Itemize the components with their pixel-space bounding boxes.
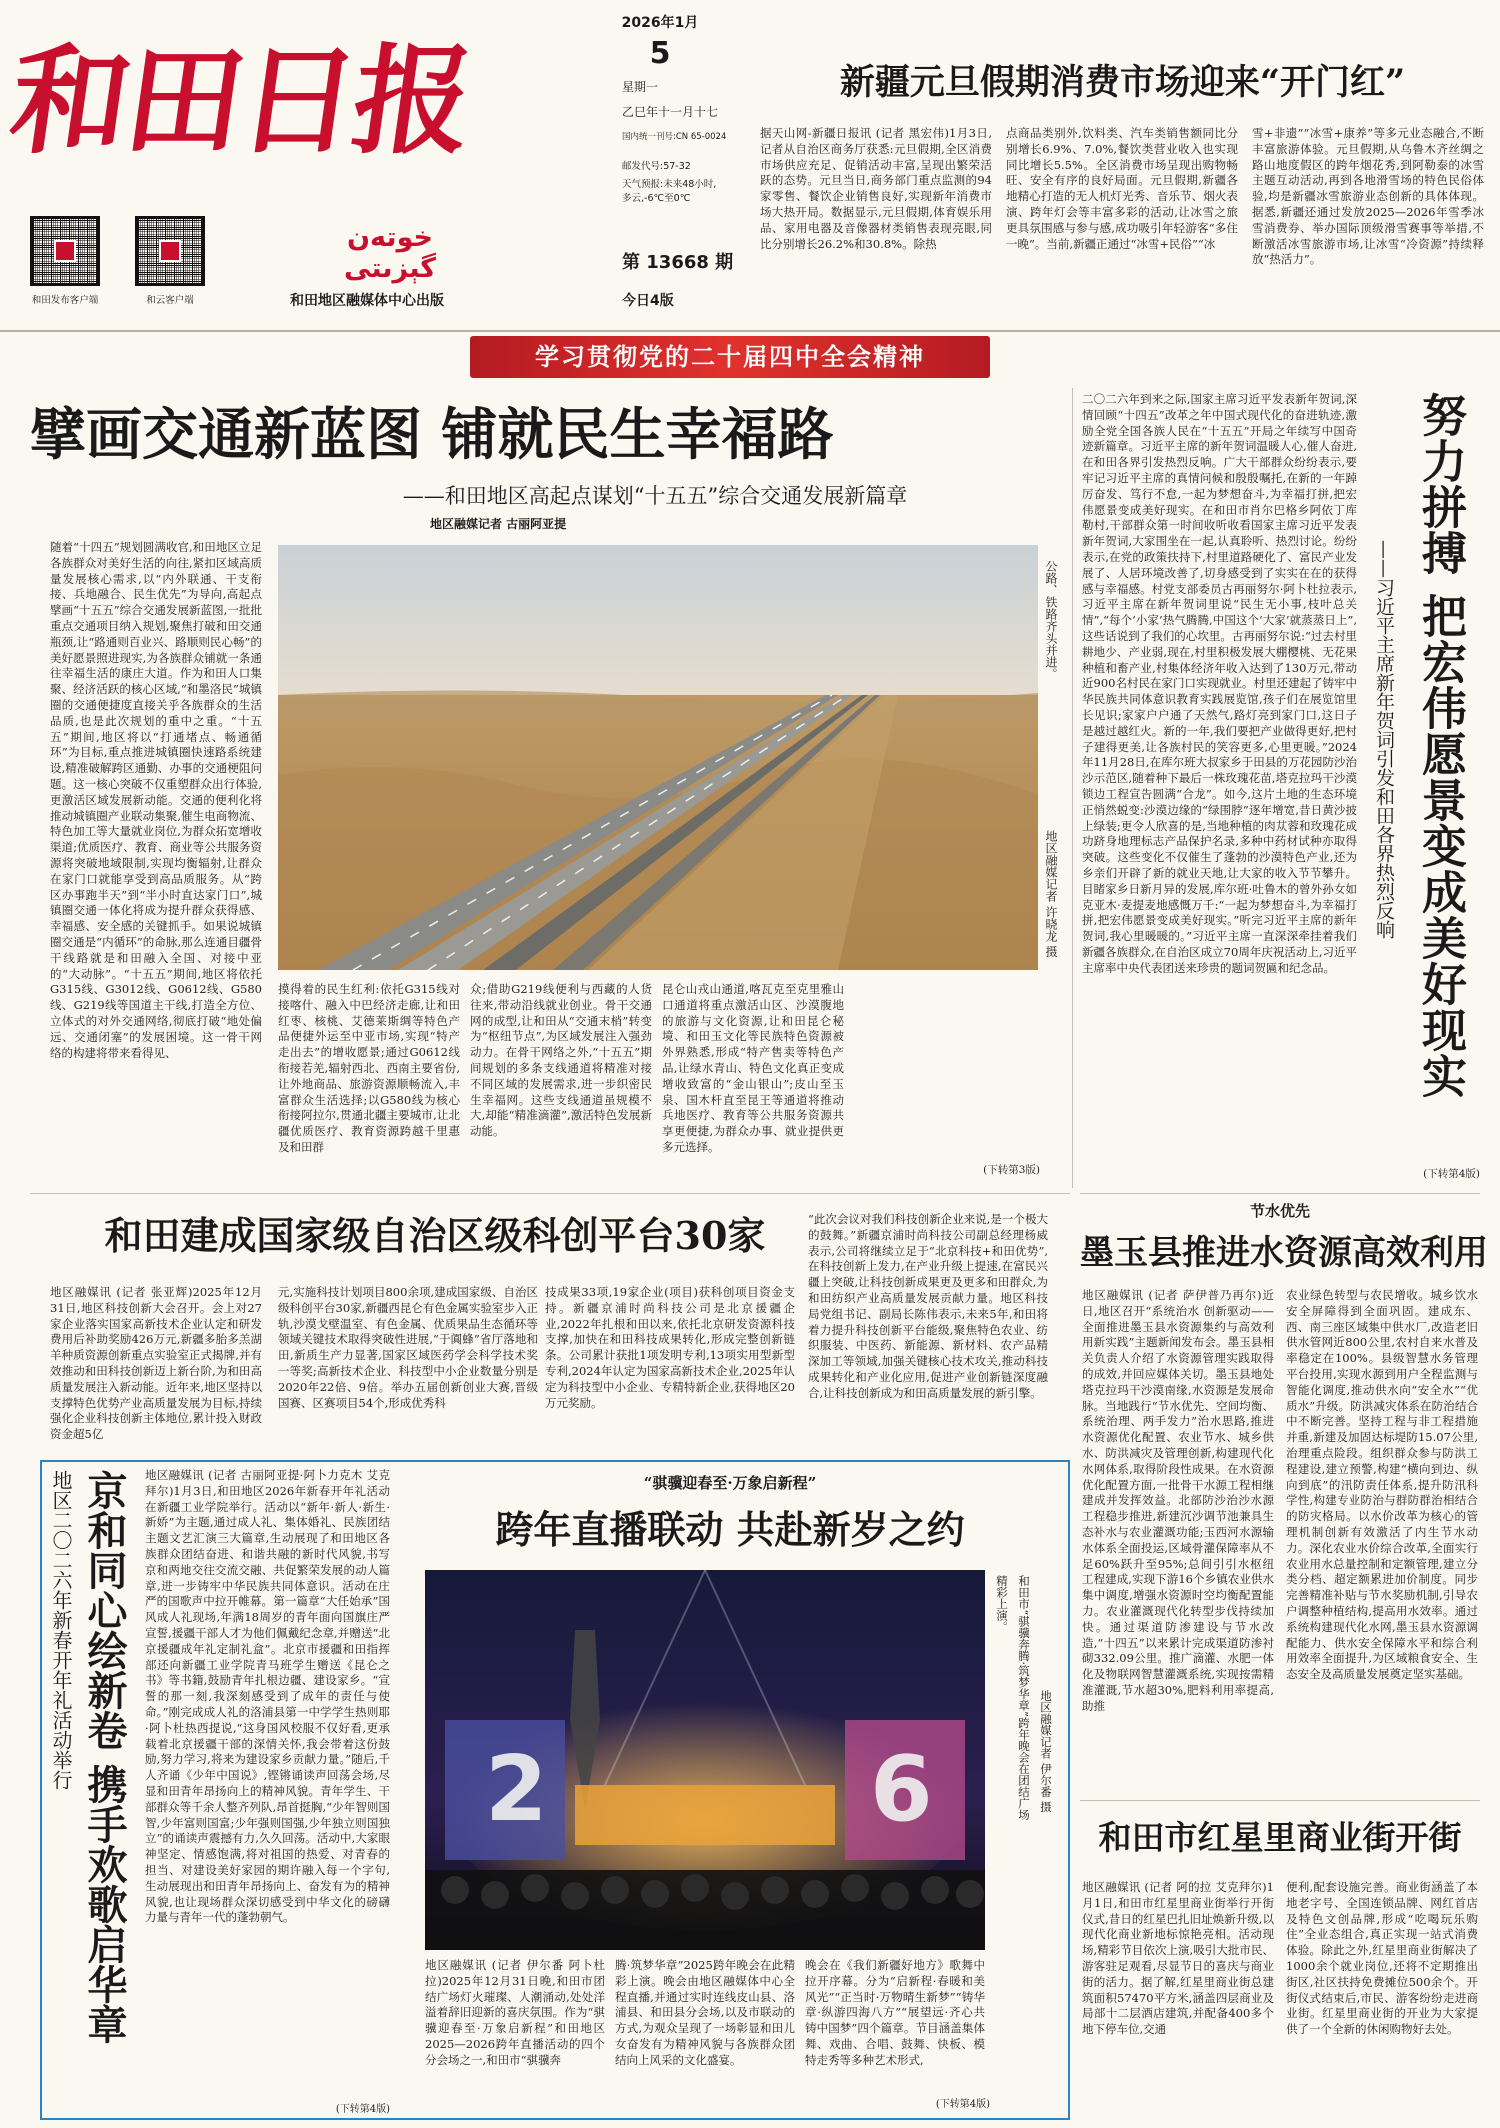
live-col1: 地区融媒讯 (记者 伊尔番 阿卜杜拉)2025年12月31日晚,和田市团结广场灯火璀璨、人潮涌动,处处洋溢着辞旧迎新的喜庆氛围。作为“骐骥迎春至·万象启新程”和田地区2025—2026跨年直播活动的四个分会场之一,和田市“骐骥奔 — [425, 1958, 605, 2067]
lead-photo-caption: 公路、铁路齐头并进。 — [1044, 560, 1058, 680]
date-year-month: 2026年1月 — [621, 15, 699, 31]
stage-concert-photo — [425, 1570, 985, 1950]
festival-vertical-title[interactable]: 京和同心绘新卷 携手欢歌启华章 — [81, 1470, 128, 2044]
water-story-kicker: 节水优先 — [1249, 1202, 1310, 1220]
lead-photo-credit: 地区融媒记者 许晓龙 摄 — [1044, 830, 1058, 958]
date-weekday: 星期一 — [622, 80, 659, 94]
lead-story-byline: 地区融媒记者 古丽阿亚提 — [430, 517, 567, 531]
live-col3: 晚会在《我们新疆好地方》歌舞中拉开序幕。分为“启新程·春暖和美风光”“正当时·万物晴生新梦”“铸华章·纵游四海八方”“展望远·齐心共铸中国梦”四个篇章。节目涵盖集体舞、戏曲、合唱、鼓舞、快板、模特走秀等多种艺术形式, — [805, 1958, 985, 2067]
live-photo-credit: 地区融媒记者 伊尔番 摄 — [1039, 1690, 1053, 1813]
lead-story-left-col: 随着“十四五”规划圆满收官,和田地区立足各族群众对美好生活的向往,紧扣区域高质量发展核心需求,以“内外联通、干支衔接、兵地融合、民生优先”为导向,高起点擘画“十五五”综合交通发展新蓝图,一批批重点交通项目纳入规划,聚焦打破和田交通瓶颈,让“路通则百业兴、路顺则民心畅”的美好愿景照进现实,为各族群众铺就一条通往幸福生活的康庄大道。作为和田人口集聚、经济活跃的核心区域,“和墨洛民”城镇圈的交通便捷度直接关乎各族群众的生活品质,也是此次规划的重中之重。“十五五”期间,地区将以“打通堵点、畅通循环”为目标,重点推进城镇圈快速路系统建设,精准破解跨区通勤、办事的交通梗阻问题。这一核心突破不仅重塑群众出行体验,更激活区域发展新动能。交通的便利化将推动城镇圈产业联动集聚,催生电商物流、特色加工等大量就业岗位,为群众拓宽增收渠道;优质医疗、教育、商业等公共服务资源将突破地域限制,实现均衡辐射,让群众在家门口就能享受到高品质服务。从“跨区办事跑半天”到“半小时直达家门口”,城镇圈交通一体化将成为提升群众获得感、幸福感、安全感的关键抓手。如果说城镇圈交通是“内循环”的命脉,那么连通目疆骨干线路就是和田融入全国、对接中亚的“大动脉”。“十五五”期间,地区将依托G315线、G3012线、G0612线、G580线、G219线等国道主干线,打造全方位、立体式的对外交通网络,彻底打破“地处偏远、交通闭塞”的发展困境。这一骨干网络的构建将带来看得见、 — [50, 540, 262, 1060]
right-story-title[interactable]: 努力拼搏 把宏伟愿景变成美好现实 — [1414, 392, 1467, 1099]
weather: 天气预报:未来48小时,多云,-6℃至0℃ — [622, 179, 717, 204]
qr-label-fabu: 和田发布客户端 — [31, 295, 99, 306]
issue-number: 第 13668 期 — [622, 252, 734, 273]
live-photo-caption: 精彩上演。 — [995, 1575, 1009, 1633]
date-day: 5 — [649, 36, 671, 71]
section-banner — [470, 336, 990, 378]
live-story-title[interactable]: 跨年直播联动 共赴新岁之约 — [495, 1507, 965, 1552]
live-cont: (下转第4版) — [935, 2099, 990, 2110]
top-story-col2: 点商品类别外,饮料类、汽车类销售额同比分别增长6.9%、7.0%,餐饮类营业收入也实现同比增长5.5%。全区消费市场呈现出购物畅旺、安全有序的良好局面。元旦假期,新疆各地精心打造的无人机灯光秀、音乐节、烟火表演、跨年灯会等丰富多彩的活动,让冰雪之旅更具氛围感与参与感,成功吸引年轻游客“多住一晚”。当前,新疆正通过“冰雪+民俗”“冰 — [1006, 126, 1238, 251]
street-story-title[interactable]: 和田市红星里商业街开街 — [1098, 1818, 1462, 1857]
date-lunar: 乙巳年十一月十七 — [622, 105, 719, 119]
qr-label-heyun: 和云客户端 — [146, 295, 194, 306]
page-count: 今日4版 — [622, 293, 674, 309]
water-story-col1: 地区融媒讯 (记者 萨伊普乃再尔)近日,地区召开“系统治水 创新驱动——全面推进墨玉县水资源集约与高效利用新实践”主题新闻发布会。墨玉县相关负责人介绍了水资源管理实践取得的成效,并回应媒体关切。墨玉县地处塔克拉玛干沙漠南缘,水资源是发展命脉。当地践行“节水优先、空间均衡、系统治理、两手发力”治水思路,推进水资源优化配置、农业节水、城乡供水、防洪减灾及管理创新,构建现代化水网体系,取得阶段性成果。在水资源优化配置方面,一批骨干水源工程相继建成并发挥效益。北部防沙治沙水源工程稳步推进,新建沉沙调节池兼具生态补水与农业灌溉功能;玉西河水源输水体系全面投运,区域骨灌保障率从不足60%跃升至95%;总间引引水枢纽工程建成,实现下游16个乡镇农业供水集中调度,增强水资源时空均衡配置能力。农业灌溉现代化转型步伐持续加快。通过渠道防渗建设与节水改造,“十四五”以来累计完成渠道防渗衬砌332.09公里。推广滴灌、水肥一体化及物联网智慧灌溉系统,实现按需精准灌溉,节水超30%,肥料利用率提高,助推 — [1082, 1288, 1274, 1713]
right-story-subtitle: ——习近平主席新年贺词引发和田各界热烈反响 — [1373, 540, 1395, 939]
right-story-cont: (下转第4版) — [1423, 1168, 1480, 1180]
lead-story-col4: 昆仑山戎山通道,喀瓦克至克里雅山口通道将重点激活山区、沙漠腹地的旅游与文化资源,让和田昆仑秘境、和田玉文化等民族特色资源被外界熟悉,形成“特产售卖等特色产品,让绿水青山、特色文化真正变成增收致富的“金山银山”;皮山至玉泉、国木杆直至昆王等通道将推动兵地医疗、教育等公共服务资源共享更便捷,为群众办事、就业提供更多元选择。 — [662, 982, 844, 1154]
top-story — [760, 50, 1485, 330]
top-story-col3: 雪+非遗”“冰雪+康养”等多元业态融合,不断丰富旅游体验。元旦假期,从乌鲁木齐丝绸之路山地度假区的跨年烟花秀,到阿勒泰的冰雪主题互动活动,再到各地滑雪场的特色民俗体验,均是新疆冰雪旅游业态创新的具体体现。据悉,新疆还通过发放2025—2026年雪季冰雪消费券、举办国际顶级滑雪赛事等举措,不断激活冰雪旅游市场,让冰雪“冷资源”持续释放“热活力”。 — [1252, 126, 1484, 267]
postal-code: 邮发代号:57-32 — [622, 161, 691, 172]
right-story-body: 二〇二六年到来之际,国家主席习近平发表新年贺词,深情回顾“十四五”改革之年中国式现代化的奋进轨迹,激励全党全国各族人民在“十五五”开局之年续写中国奇迹新篇章。习近平主席的新年贺词温暖人心,催人奋进,在和田各界引发热烈反响。广大干部群众纷纷表示,要牢记习近平主席的真情问候和殷殷嘱托,在新的一年踔厉奋发、笃行不怠,一起为梦想奋斗,为幸福打拼,把宏伟愿景变成美好现实。在和田市肖尔巴格乡阿依丁库勒村,干部群众第一时间收听收看国家主席习近平发表新年贺词,大家围坐在一起,认真聆听、热烈讨论。纷纷表示,在党的政策扶持下,村里道路硬化了、富民产业发展了、人居环境改善了,切身感受到了实实在在的获得感与幸福感。村党支部委员古再丽努尔·阿卜杜拉表示,习近平主席在新年贺词里说“民生无小事,枝叶总关情”,“每个‘小家’热气腾腾,中国这个‘大家’就蒸蒸日上”,这些话说到了我们的心坎里。古再丽努尔说:“过去村里耕地少、产业弱,现在,村里积极发展大棚樱桃、无花果种植和畜产业,村集体经济年收入达到了130万元,带动近900名村民在家门口实现就业。村里还建起了铸牢中华民族共同体意识教育实践展览馆,孩子们在展览馆里长见识;家家户户通了天然气,路灯亮到家门口,这日子是越过越红火。新的一年,我们要把产业做得更好,把村子建得更美,让各族村民的笑容更多,心里更暖。”2024年11月28日,在库尔班大叔家乡于田县的万花园防沙治沙示范区,随着种下最后一株玫瑰花苗,塔克拉玛干沙漠锁边工程宣告圆满“合龙”。如今,这片土地的生态环境正悄然蜕变:沙漠边缘的“绿围脖”逐年增宽,昔日黄沙披上绿装;更令人欣喜的是,当地种植的肉苁蓉和玫瑰花成功跻身地理标志产品保护名录,多种中药材试种亦取得突破。这些变化不仅催生了蓬勃的沙漠特色产业,还为乡亲们开辟了新的就业天地,让大家的收入节节攀升。目睹家乡日新月异的发展,库尔班·吐鲁木的曾外孙女如克亚木·麦提麦地感慨万千:“一起为梦想奋斗,为幸福打拼,把宏伟愿景变成美好现实。”听完习近平主席的新年贺词,我心里暖暖的。”习近平主席一直深深牵挂着我们新疆各族群众,在自治区成立70周年庆祝活动上,习近平主席率中央代表团送来珍贵的题词贺匾和纪念品。 — [1082, 392, 1357, 975]
masthead-logo: 和田日报 — [2, 31, 478, 170]
science-story-col2: 元,实施科技计划项目800余项,建成国家级、自治区级科创平台30家,新疆西昆仑有色金属实验室步入正轨,沙漠戈壁温室、有色金属、优质果品生态循环等领域关键技术取得突破性进展,“于阗蜂”省厅落地和田,新质生产力显著,国家区域医药学会科学技术奖一等奖;高新技术企业、科技型中小企业数量分别是2020年22倍、9倍。举办五届创新创业大赛,晋级国赛、区赛项目54个,形成优秀科 — [278, 1285, 538, 1410]
section-banner-text: 学习贯彻党的二十届四中全会精神 — [535, 342, 925, 371]
water-story-title[interactable]: 墨玉县推进水资源高效利用 — [1080, 1233, 1488, 1273]
live-col2: 腾·筑梦华章”2025跨年晚会在此精彩上演。晚会由地区融媒体中心全程直播,并通过实时连线皮山县、洛浦县、和田县分会场,以及市联动的方式,为观众呈现了一场彰显和田儿女奋发有为精神风貌与各族群众团结向上风采的文化盛宴。 — [615, 1958, 795, 2067]
lead-photo — [278, 545, 1038, 970]
festival-vertical-subtitle: 地区二〇二六年新春开年礼活动举行 — [49, 1470, 73, 1790]
science-story-title[interactable]: 和田建成国家级自治区级科创平台30家 — [104, 1213, 766, 1258]
top-story-title[interactable]: 新疆元旦假期消费市场迎来“开门红” — [839, 62, 1406, 103]
top-story-col1: 据天山网-新疆日报讯 (记者 黑宏伟)1月3日,记者从自治区商务厅获悉:元旦假期,全区消费市场供应充足、促销活动丰富,呈现出繁荣活跃的态势。元旦当日,商务部门重点监测的94家零售、餐饮企业销售良好,实现新年消费市场大热开局。数据显示,元旦假期,体育娱乐用品、家用电器及音像器材类销售表现亮眼,同比分别增长26.2%和30.8%。除热 — [760, 126, 992, 251]
science-story-col4: “此次会议对我们科技创新企业来说,是一个极大的鼓舞。”新疆京浦时尚科技公司副总经理杨威表示,公司将继续立足于“北京科技+和田优势”,在科技创新上发力,在产业升级上提速,在富民兴疆上突破,让科技创新成果更及更多和田群众,为和田纺织产业高质量发展贡献力量。地区科技局党组书记、副局长陈伟表示,未来5年,和田将着力提升科技创新平台能级,聚焦特色农业、纺织服装、中医药、新能源、新材料、农产品精深加工等领域,加强关键核心技术攻关,推动科技成果转化和产业化应用,促进产业创新链深度融合,让科技创新成为和田高质量发展的新引擎。 — [808, 1212, 1048, 1400]
live-photo — [425, 1570, 985, 1950]
lead-story-col2: 摸得着的民生红利:依托G315线对接喀什、融入中巴经济走廊,让和田红枣、核桃、艾德莱斯绸等特色产品便捷外运至中亚市场,实现“特产走出去”的增收愿景;通过G0612线衔接若羌,辐射西北、西南主要省份,让外地商品、旅游资源顺畅流入,丰富群众生活选择;以G580线为核心衔接阿拉尔,贯通北疆主要城市,让北疆优质医疗、教育资源跨越千里惠及和田群 — [278, 982, 460, 1154]
svg-text:2: 2 — [485, 1737, 548, 1842]
water-story-col2: 农业绿色转型与农民增收。城乡饮水安全屏障得到全面巩固。建成东、西、南三座区域集中供水厂,改造老旧供水管网近800公里,农村自来水普及率稳定在100%。县级智慧水务管理平台投用,实现水源到用户全程监测与智能化调度,推动供水向“安全水”“优质水”升级。防洪减灾体系在防治结合中不断完善。坚持工程与非工程措施并重,新建及加固达标堤防15.07公里,治理重点险段。组织群众参与防洪工程建设,建立预警,构建“横向到边、纵向到底”的汛防责任体系,提升防汛科学性,构建专业防治与群防群治相结合的防灾格局。以水价改革为核心的管理机制创新有效激活了内生节水动力。深化农业水价综合改革,全面实行农业用水总量控制和定额管理,建立分类分档、超定额累进加价制度。同步完善精准补贴与节水奖励机制,引导农户调整种植结构,提高用水效率。通过系统构建现代化水网,墨玉县水资源调配能力、供水安全保障水平和综合利用效率全面提升,为区域粮食安全、生态安全及高质量发展奠定坚实基础。 — [1286, 1288, 1478, 1682]
qr-code-heyun — [135, 216, 205, 286]
street-col2: 便利,配套设施完善。商业街涵盖了本地老字号、全国连锁品牌、网红首店及特色文创品牌,形成“吃喝玩乐购住”全业态组合,真正实现一站式消费体验。除此之外,红星里商业街解决了1000余个就业岗位,还将不定期推出街区,社区扶持免费摊位500余个。开街仪式结束后,市民、游客纷纷走进商业街。红星里商业街的开业为大家提供了一个全新的休闲购物好去处。 — [1286, 1880, 1478, 2037]
science-story-col3: 技成果33项,19家企业(项目)获科创项目资金支持。新疆京浦时尚科技公司是北京援疆企业,2022年扎根和田以来,依托北京研发资源科技支撑,加快在和田科技成果转化,形成完整创新链条。公司累计获批1项发明专利,13项实用型新型专利,2024年认定为国家高新技术企业,2025年认定为科技型中小企业、专精特新企业,获得地区20万元奖励。 — [545, 1285, 795, 1410]
live-photo-caption2: 和田市“骐骥奔腾·筑梦华章”跨年晚会在团结广场 — [1017, 1575, 1031, 1821]
festival-col1: 地区融媒讯 (记者 古丽阿亚提·阿卜力克木 艾克拜尔)1月3日,和田地区2026年新春开年礼活动在新疆工业学院举行。活动以“新年·新人·新生·新娇”为主题,通过成人礼、集体婚礼、民族团结主题文艺汇演三大篇章,生动展现了和田地区各族群众团结奋进、和谐共融的新时代风貌,书写京和两地交往交流交融、共促繁荣发展的动人篇章,进一步铸牢中华民族共同体意识。活动在庄严的国歌声中拉开帷幕。第一篇章“大任始承”国风成人礼现场,年满18周岁的青年面向国旗庄严宣誓,援疆干部人才为他们佩戴纪念章,并赠送“北京援疆成年礼定制礼盒”。北京市援疆和田指挥部还向新疆工业学院青马班学生赠送《昆仑之书》等书籍,鼓励青年扎根边疆、建设家乡。“宣誓的那一刻,我深刻感受到了成年的责任与使命。”刚完成成人礼的洛浦县第一中学学生热则耶·阿卜杜热西提说,“这身国风校服不仅好看,更承载着北京援疆干部的深情关怀,我会带着这份鼓励,努力学习,将来为建设家乡贡献力量。”随后,千人齐诵《少年中国说》,铿锵诵读声回荡会场,尽显和田青年昂扬向上的精神风貌。青年学生、干部群众等千余人整齐列队,昂首挺胸,“少年智则国智,少年富则国富;少年强则国强,少年独立则国独立”的诵读声震撼有力,久久回荡。活动中,大家眼神坚定、情感饱满,将对祖国的热爱、对青春的担当、对建设美好家园的期许融入每一个字句,生动展现出和田青年昂扬向上、奋发有为的精神风貌,也让现场群众深切感受到中华文化的磅礴力量与青年一代的蓬勃朝气。 — [145, 1468, 390, 1925]
divider-lead-right — [1072, 388, 1073, 1188]
highway-railway-photo — [278, 545, 1038, 970]
cn-number: 国内统一刊号:CN 65-0024 — [622, 132, 727, 142]
qr-code-fabu — [30, 216, 100, 286]
lead-story-col3: 众;借助G219线便利与西藏的人货往来,带动沿线就业创业。骨干交通网的成型,让和田从“交通末梢”转变为“枢纽节点”,为区域发展注入强劲动力。在骨干网络之外,“十五五”期间规划的多条支线通道将精准对接不同区域的发展需求,进一步织密民生幸福网。这些支线通道虽规模不大,却能“精准滴灌”,激活特色发展新动能。 — [470, 982, 652, 1139]
street-col1: 地区融媒讯 (记者 阿的拉 艾克拜尔)1月1日,和田市红星里商业街举行开街仪式,昔日的红星巴扎旧址焕新升级,以现代化商业新地标惊艳亮相。活动现场,精彩节目依次上演,吸引大批市民、游客驻足观看,尽显节日的喜庆与商业街的活力。据了解,红星里商业街总建筑面积57470平方米,涵盖四层商业及局部十二层酒店建筑,并配备400多个地下停车位,交通 — [1082, 1880, 1274, 2037]
svg-text:6: 6 — [870, 1737, 933, 1842]
lead-story-title[interactable]: 擘画交通新蓝图 铺就民生幸福路 — [30, 402, 834, 468]
live-story-kicker: “骐骥迎春至·万象启新程” — [643, 1474, 817, 1492]
science-story-col1: 地区融媒讯 (记者 张亚辉)2025年12月31日,地区科技创新大会召开。会上对27家企业落实国家高新技术企业认定和研发费用后补助奖励426万元,新疆多胎多羔湖羊种质资源创新重点实验室正式揭牌,并有效推动和田科技创新迈上新台阶,为和田高质量发展注入新动能。近年来,地区坚持以支撑特色优势产业高质量发展为目标,持续强化企业科技创新主体地位,累计投入财政资金超5亿 — [50, 1285, 262, 1442]
lead-story-subtitle: ——和田地区高起点谋划“十五五”综合交通发展新篇章 — [402, 484, 908, 508]
masthead-uyghur: خوتەن گېزىتى — [344, 222, 436, 284]
festival-cont: (下转第4版) — [335, 2104, 390, 2115]
lead-story-cont: (下转第3版) — [983, 1164, 1040, 1176]
publisher-line: 和田地区融媒体中心出版 — [290, 293, 444, 309]
